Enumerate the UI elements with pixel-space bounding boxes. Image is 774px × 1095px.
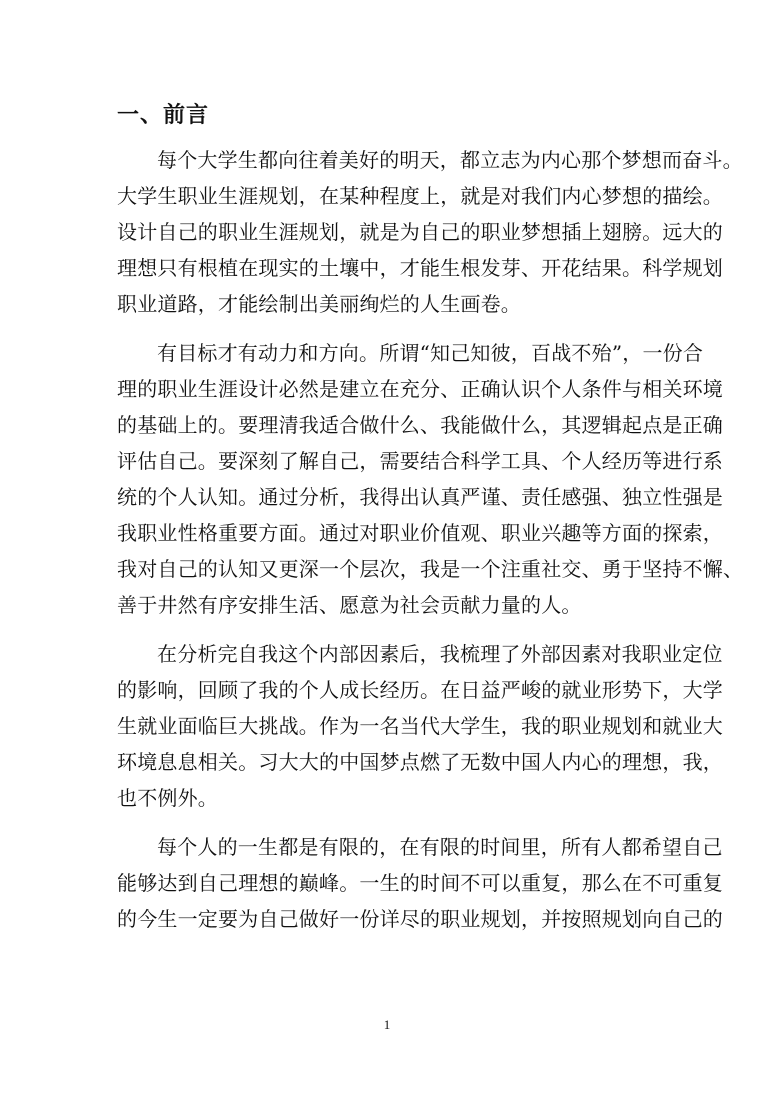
paragraph-line: 的影响，回顾了我的个人成长经历。在日益严峻的就业形势下，大学 xyxy=(117,678,723,702)
paragraph-line: 我职业性格重要方面。通过对职业价值观、职业兴趣等方面的探索， xyxy=(117,521,723,545)
section-heading: 一、前言 xyxy=(117,102,210,128)
paragraph-line: 善于井然有序安排生活、愿意为社会贡献力量的人。 xyxy=(117,593,582,617)
paragraph-line: 理的职业生涯设计必然是建立在充分、正确认识个人条件与相关环境 xyxy=(117,377,723,401)
paragraph-line: 环境息息相关。习大大的中国梦点燃了无数中国人内心的理想，我， xyxy=(117,750,723,774)
page-number: 1 xyxy=(383,1017,391,1032)
paragraph-line: 在分析完自我这个内部因素后，我梳理了外部因素对我职业定位 xyxy=(157,642,723,666)
paragraph-line: 评估自己。要深刻了解自己，需要结合科学工具、个人经历等进行系 xyxy=(117,449,723,473)
paragraph-line: 也不例外。 xyxy=(117,786,218,810)
paragraph-line: 设计自己的职业生涯规划，就是为自己的职业梦想插上翅膀。远大的 xyxy=(117,220,723,244)
paragraph-line: 每个大学生都向往着美好的明天，都立志为内心那个梦想而奋斗。 xyxy=(157,148,743,172)
paragraph-line: 理想只有根植在现实的土壤中，才能生根发芽、开花结果。科学规划 xyxy=(117,256,723,280)
paragraph-line: 有目标才有动力和方向。所谓“知己知彼，百战不殆”，一份合 xyxy=(157,341,704,365)
paragraph-line: 能够达到自己理想的巅峰。一生的时间不可以重复，那么在不可重复 xyxy=(117,871,723,895)
paragraph-line: 生就业面临巨大挑战。作为一名当代大学生，我的职业规划和就业大 xyxy=(117,714,723,738)
paragraph-line: 我对自己的认知又更深一个层次，我是一个注重社交、勇于坚持不懈、 xyxy=(117,557,744,581)
paragraph-line: 的今生一定要为自己做好一份详尽的职业规划，并按照规划向自己的 xyxy=(117,907,723,931)
paragraph-line: 大学生职业生涯规划，在某种程度上，就是对我们内心梦想的描绘。 xyxy=(117,184,723,208)
paragraph-line: 统的个人认知。通过分析，我得出认真严谨、责任感强、独立性强是 xyxy=(117,485,723,509)
paragraph-line: 职业道路，才能绘制出美丽绚烂的人生画卷。 xyxy=(117,292,521,316)
paragraph-line: 的基础上的。要理清我适合做什么、我能做什么，其逻辑起点是正确 xyxy=(117,413,723,437)
paragraph-line: 每个人的一生都是有限的，在有限的时间里，所有人都希望自己 xyxy=(157,835,723,859)
